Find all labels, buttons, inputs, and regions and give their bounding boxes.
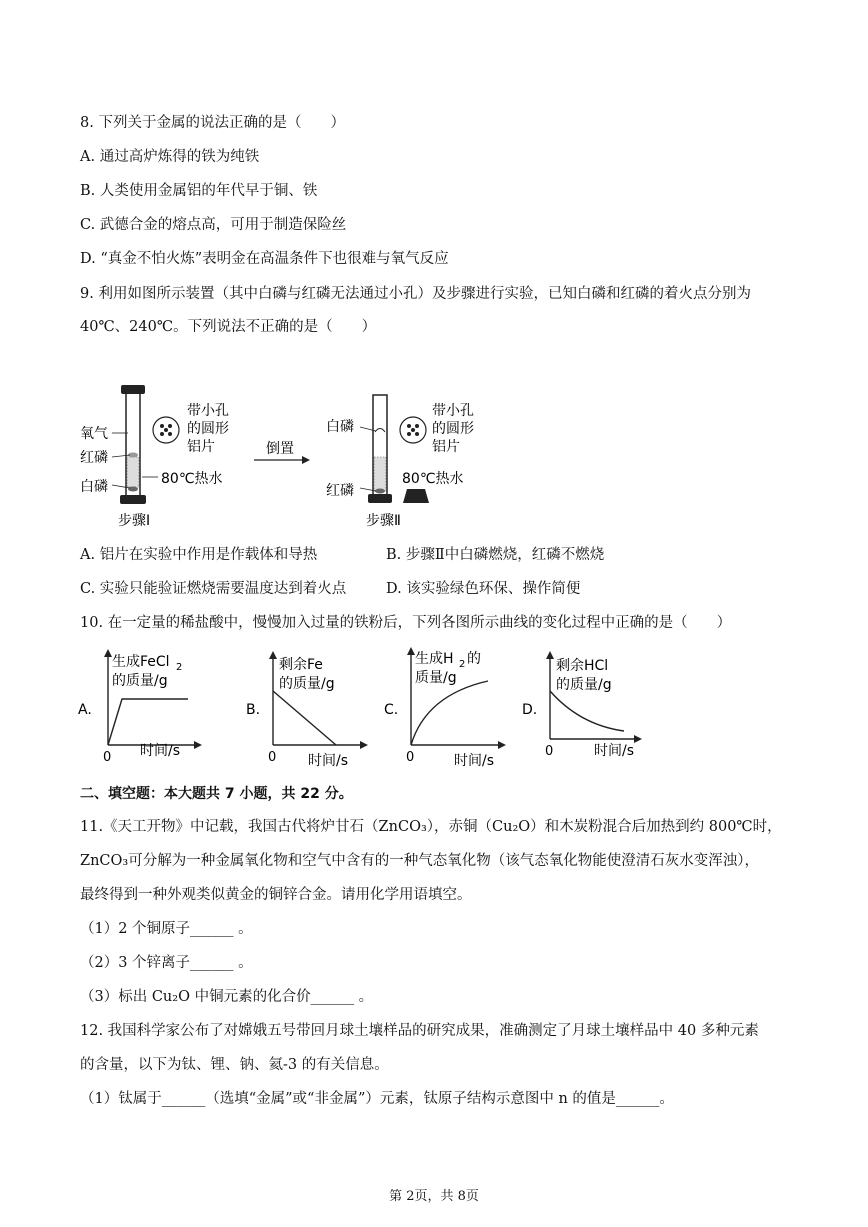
graph-d-curve [550,691,624,731]
q11-stem-line1: 11.《天工开物》中记载，我国古代将炉甘石（ZnCO₃），赤铜（Cu₂O）和木炭粉混合后加热到约 800℃时， [80,819,782,835]
step2-tube [360,395,392,503]
graph-b-ylabel-1: 剩余Fe [279,657,323,673]
q8-option-c: C. 武德合金的熔点高，可用于制造保险丝 [80,217,347,233]
graph-c-ylabel-1b: 的 [467,651,481,667]
q10-graphs [76,645,656,775]
q8-stem: 8. 下列关于金属的说法正确的是（ ） [80,115,345,131]
graph-a-ylabel-2: 的质量/g [112,673,168,689]
q8-option-d: D. “真金不怕火炼”表明金在高温条件下也很难与氧气反应 [80,251,449,267]
step1-label: 步骤Ⅰ [118,513,151,529]
q11-stem-line3: 最终得到一种外观类似黄金的铜锌合金。请用化学用语填空。 [80,887,472,903]
invert-label: 倒置 [266,441,294,457]
q9-option-a: A. 铝片在实验中作用是作载体和导热 [80,547,318,563]
graph-c [384,647,506,769]
graph-a-option: A. [78,702,92,718]
plate2-label-3: 铝片 [432,439,460,455]
step1-tube [112,385,146,504]
q12-stem-line2: 的含量，以下为钛、锂、钠、氦-3 的有关信息。 [80,1057,389,1073]
graph-d-ylabel-2: 的质量/g [556,677,612,693]
white-phosphorus-label: 白磷 [80,479,108,495]
q9-option-d: D. 该实验绿色环保、操作简便 [386,581,581,597]
graph-b-xlabel: 时间/s [308,753,349,769]
graph-a [78,649,202,765]
q11-stem-line2: ZnCO₃可分解为一种金属氧化物和空气中含有的一种气态氧化物（该气态氧化物能使澄清石灰水变浑浊）， [80,853,759,869]
q9-apparatus-figure [76,375,496,535]
graph-c-curve [411,681,488,745]
graph-a-xlabel: 时间/s [140,743,181,759]
step2-label: 步骤Ⅱ [366,513,401,529]
q11-part1: （1）2 个铜原子______ 。 [80,921,253,937]
q12-stem-line1: 12. 我国科学家公布了对嫦娥五号带回月球土壤样品的研究成果，准确测定了月球土壤样品中 40 多种元素 [80,1023,759,1039]
plate-label-2: 的圆形 [187,421,229,437]
graph-d-option: D. [522,702,538,718]
graph-a-ylabel-sub: 2 [176,662,183,673]
red-phosphorus-label: 红磷 [80,450,108,466]
plate-label-1: 带小孔 [187,403,229,419]
section-heading: 二、填空题：本大题共 7 小题，共 22 分。 [80,786,353,802]
graph-b-origin: 0 [268,750,277,765]
graph-c-ylabel-sub: 2 [459,659,466,670]
stopper-icon [403,489,429,503]
graph-b-curve [273,691,336,745]
plate2-label-1: 带小孔 [432,403,474,419]
red-phosphorus-label-2: 红磷 [326,483,354,499]
aluminum-plate-icon-2 [400,417,426,443]
aluminum-plate-icon [153,417,179,443]
graph-c-ylabel-1: 生成H [415,651,454,667]
q11-part2: （2）3 个锌离子______ 。 [80,955,253,971]
graph-c-option: C. [384,702,399,718]
graph-d-ylabel-1: 剩余HCl [556,658,609,674]
graph-a-ylabel-1: 生成FeCl [112,654,170,670]
graph-a-curve [108,699,188,745]
graph-b-ylabel-2: 的质量/g [279,676,335,692]
graph-b [246,651,368,769]
graph-d [522,651,642,759]
graph-a-origin: 0 [103,750,112,765]
graph-d-origin: 0 [545,744,554,759]
hot-water-label-1: 80℃热水 [161,471,223,487]
graph-c-xlabel: 时间/s [454,753,495,769]
q8-option-a: A. 通过高炉炼得的铁为纯铁 [80,149,260,165]
graph-b-option: B. [246,702,261,718]
plate-label-3: 铝片 [187,439,215,455]
page-footer: 第 2页，共 8页 [389,1189,479,1204]
q9-option-c: C. 实验只能验证燃烧需要温度达到着火点 [80,581,347,597]
oxygen-label: 氧气 [80,426,108,442]
graph-c-ylabel-2: 质量/g [415,670,457,686]
q12-part1: （1）钛属于______（选填“金属”或“非金属”）元素，钛原子结构示意图中 n 的值是______。 [80,1091,674,1107]
graph-c-origin: 0 [406,750,415,765]
white-phosphorus-label-2: 白磷 [326,419,354,435]
plate2-label-2: 的圆形 [432,421,474,437]
q9-stem-line1: 9. 利用如图所示装置（其中白磷与红磷无法通过小孔）及步骤进行实验，已知白磷和红磷的着火点分别为 [80,286,751,302]
q9-option-b: B. 步骤Ⅱ中白磷燃烧，红磷不燃烧 [386,547,605,563]
q9-stem-line2: 40℃、240℃。下列说法不正确的是（ ） [80,319,377,335]
q10-stem: 10. 在一定量的稀盐酸中，慢慢加入过量的铁粉后，下列各图所示曲线的变化过程中正确的是（ ） [80,615,732,631]
q11-part3: （3）标出 Cu₂O 中铜元素的化合价______ 。 [80,989,374,1005]
hot-water-label-2: 80℃热水 [402,471,464,487]
graph-d-xlabel: 时间/s [594,743,635,759]
q8-option-b: B. 人类使用金属铝的年代早于铜、铁 [80,183,318,199]
